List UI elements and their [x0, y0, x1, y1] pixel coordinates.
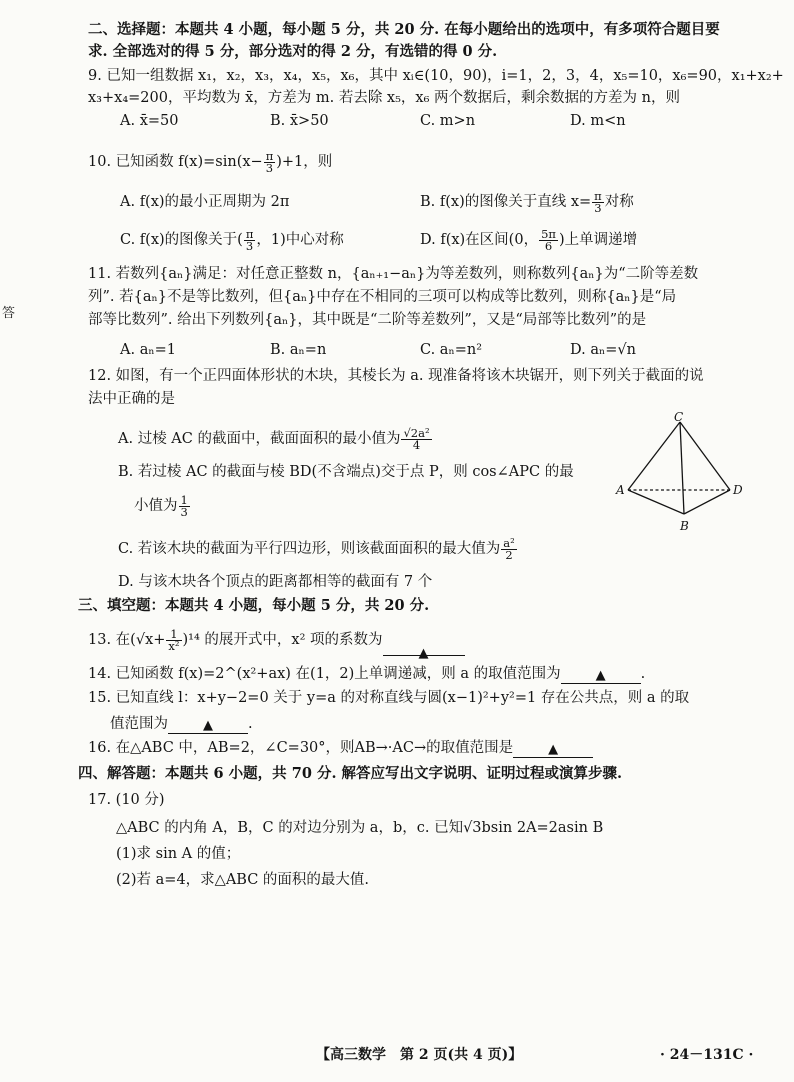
- tetrahedron-figure: [610, 412, 770, 538]
- q10-option-c: C. f(x)的图像关于( $\frac{\pi}{3}$ ，1)中心对称: [120, 226, 344, 253]
- label-a: A: [616, 483, 625, 497]
- label-c: C: [674, 412, 684, 424]
- q15-answer-blank[interactable]: ▲: [168, 715, 248, 734]
- q11-option-a: A. aₙ=1: [120, 342, 176, 358]
- q16-answer-blank[interactable]: ▲: [513, 739, 593, 758]
- section3-title: 三、填空题：本题共 4 小题，每小题 5 分，共 20 分.: [78, 597, 430, 614]
- q11-line2: 列”. 若{aₙ}不是等比数列，但{aₙ}中存在不相同的三项可以构成等比数列，则称{aₙ}是“局: [88, 289, 677, 305]
- q9-option-d: D. m<n: [570, 113, 626, 129]
- q10-stem-fraction: $\frac{\pi}{3}$: [265, 148, 274, 175]
- q17-head: 17. (10 分): [88, 792, 165, 808]
- q14-answer-blank[interactable]: ▲: [561, 665, 641, 684]
- q10-option-b: B. f(x)的图像关于直线 x= $\frac{\pi}{3}$ 对称: [420, 188, 634, 215]
- label-d: D: [733, 483, 743, 497]
- margin-mark: 答: [2, 306, 16, 321]
- footer-page-info: 【高三数学 第 2 页(共 4 页)】: [316, 1047, 523, 1063]
- q12-option-b-line1: B. 若过棱 AC 的截面与棱 BD(不含端点)交于点 P，则 cos∠APC 的最: [118, 464, 574, 480]
- q12-option-c: C. 若该木块的截面为平行四边形，则该截面面积的最大值为 $\frac{\text{a²}}{2}$: [118, 535, 515, 562]
- q17-part1: (1)求 sin A 的值；: [116, 846, 241, 862]
- edge-cb: [680, 422, 684, 514]
- q10-option-a: A. f(x)的最小正周期为 2π: [120, 194, 290, 210]
- edge-bd: [684, 490, 730, 514]
- q11-line1: 11. 若数列{aₙ}满足：对任意正整数 n，{aₙ₊₁−aₙ}为等差数列，则称数列{aₙ}为“二阶等差数: [88, 266, 699, 282]
- section4-title: 四、解答题：本题共 6 小题，共 70 分. 解答应写出文字说明、证明过程或演算步骤.: [78, 765, 623, 782]
- q12-line2: 法中正确的是: [88, 391, 175, 407]
- q15-line1: 15. 已知直线 l：x+y−2=0 关于 y=a 的对称直线与圆(x−1)²+y²=1 存在公共点，则 a 的取: [88, 690, 690, 706]
- q12-option-a: A. 过棱 AC 的截面中，截面面积的最小值为 $\frac{\text{√2a²}}{4}$: [118, 425, 430, 452]
- q11-line3: 部等比数列”. 给出下列数列{aₙ}，其中既是“二阶等差数列”，又是“局部等比数列”的是: [88, 312, 647, 328]
- edge-cd: [680, 422, 730, 490]
- section2-title: 二、选择题：本题共 4 小题，每小题 5 分，共 20 分. 在每小题给出的选项中，有多项符合题目要: [88, 21, 720, 38]
- label-b: B: [680, 519, 689, 533]
- q13-answer-blank[interactable]: ▲: [383, 637, 465, 656]
- q11-option-c: C. aₙ=n²: [420, 342, 483, 358]
- q9-option-c: C. m>n: [420, 113, 476, 129]
- q12-option-b-line2: 小值为 $\frac{1}{3}$: [134, 492, 188, 519]
- q10-stem: 10. 已知函数 f(x)=sin(x− $\frac{\pi}{3}$ )+1，则: [88, 148, 333, 175]
- q12-line1: 12. 如图，有一个正四面体形状的木块，其棱长为 a. 现准备将该木块锯开，则下列关于截面的说: [88, 368, 704, 384]
- footer-code: · 24－131C ·: [660, 1047, 754, 1063]
- q17-part2: (2)若 a=4，求△ABC 的面积的最大值.: [116, 872, 370, 888]
- q9-line2: x₃+x₄=200，平均数为 x̄，方差为 m. 若去除 x₅，x₆ 两个数据后，剩余数据的方差为 n，则: [88, 90, 680, 106]
- section2-title-cont: 求. 全部选对的得 5 分，部分选对的得 2 分，有选错的得 0 分.: [88, 43, 498, 60]
- q16: 16. 在△ABC 中，AB=2，∠C=30°，则AB→·AC→的取值范围是 ▲: [88, 738, 593, 758]
- q9-option-a: A. x̄=50: [120, 113, 179, 129]
- q11-option-b: B. aₙ=n: [270, 342, 327, 358]
- q17-stem: △ABC 的内角 A，B，C 的对边分别为 a，b，c. 已知√3bsin 2A=2asin B: [116, 820, 604, 836]
- q9-option-b: B. x̄>50: [270, 113, 329, 129]
- q10-option-d: D. f(x)在区间(0， $\frac{5\pi}{6}$ )上单调递增: [420, 226, 638, 253]
- edge-ca: [628, 422, 680, 490]
- q13: 13. 在(√x+ $\frac{1}{\text{x²}}$ )¹⁴ 的展开式中，x² 项的系数为▲: [88, 624, 465, 656]
- q14: 14. 已知函数 f(x)=2^(x²+ax) 在(1，2)上单调递减，则 a 的取值范围为 ▲ .: [88, 666, 646, 683]
- edge-ab: [628, 490, 684, 514]
- q9-line1: 9. 已知一组数据 x₁，x₂，x₃，x₄，x₅，x₆，其中 xᵢ∈(10，90)，i=1，2，3，4，x₅=10，x₆=90，x₁+x₂+: [88, 68, 784, 84]
- q11-option-d: D. aₙ=√n: [570, 342, 636, 358]
- q12-option-d: D. 与该木块各个顶点的距离都相等的截面有 7 个: [118, 574, 433, 590]
- q15-line2: 值范围为 ▲ .: [110, 716, 253, 733]
